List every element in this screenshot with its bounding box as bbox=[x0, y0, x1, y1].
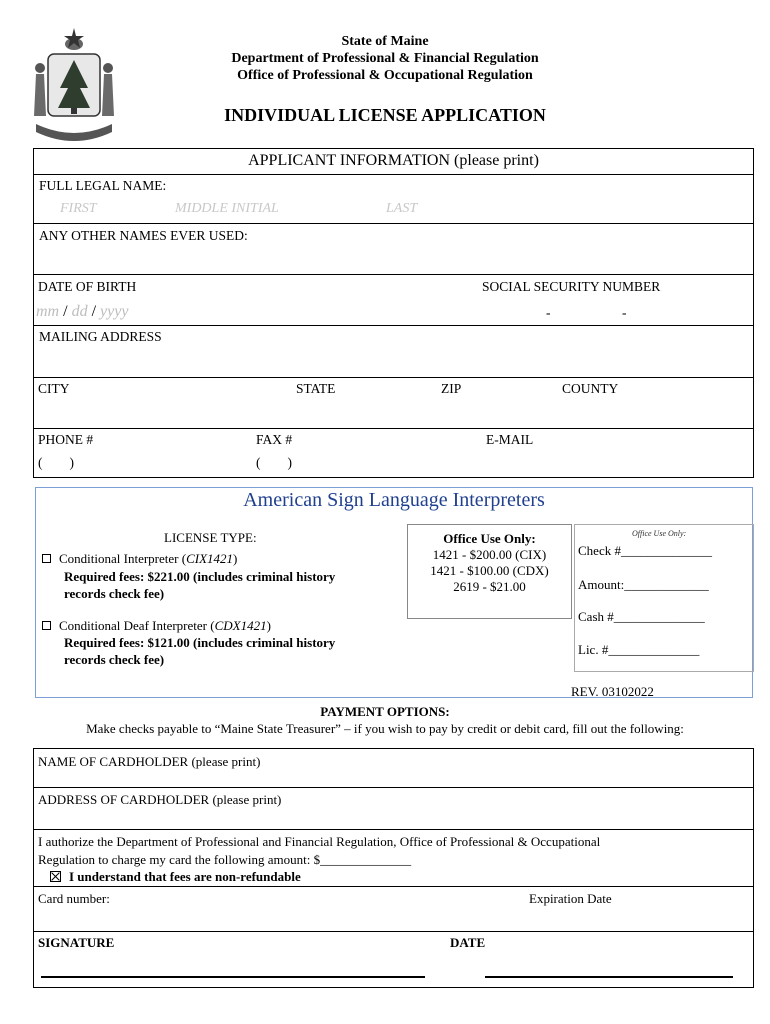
payment-title: PAYMENT OPTIONS: bbox=[320, 704, 450, 719]
option-cdx-code: CDX1421 bbox=[214, 618, 267, 633]
dob-field[interactable] bbox=[36, 303, 128, 321]
applicant-section-title: APPLICANT INFORMATION (please print) bbox=[248, 152, 539, 169]
email-label: E-MAIL bbox=[486, 432, 534, 447]
other-names-label: ANY OTHER NAMES EVER USED: bbox=[39, 228, 248, 243]
cdx-checkbox[interactable] bbox=[42, 621, 51, 630]
option-cdx-name: Conditional Deaf Interpreter ( bbox=[59, 618, 215, 633]
option-cdx-paren: ) bbox=[266, 618, 271, 633]
signature-line[interactable] bbox=[41, 976, 425, 978]
option-cix-code: CIX1421 bbox=[186, 551, 234, 566]
authorize-amount-field[interactable]: Regulation to charge my card the following amount: $______________ bbox=[38, 852, 412, 867]
fax-label: FAX # bbox=[256, 432, 293, 447]
ssn-separator: - bbox=[546, 305, 551, 320]
cardholder-name-label: NAME OF CARDHOLDER (please print) bbox=[38, 754, 261, 769]
county-label: COUNTY bbox=[562, 381, 619, 396]
license-type-label: LICENSE TYPE: bbox=[164, 530, 257, 545]
mailing-address-field[interactable] bbox=[40, 346, 740, 374]
nonrefundable-checkbox[interactable] bbox=[50, 871, 61, 882]
nonrefundable-row bbox=[50, 868, 301, 885]
dob-yyyy: yyyy bbox=[100, 303, 129, 320]
nonrefundable-text: I understand that fees are non-refundable bbox=[69, 869, 301, 884]
cardholder-name-field[interactable] bbox=[38, 770, 748, 786]
ssn-field[interactable] bbox=[470, 303, 670, 321]
form-title: INDIVIDUAL LICENSE APPLICATION bbox=[224, 105, 546, 125]
ssn-label: SOCIAL SECURITY NUMBER bbox=[482, 279, 661, 294]
zip-field[interactable] bbox=[441, 398, 551, 424]
license-number-field: Lic. #______________ bbox=[578, 642, 700, 657]
fax-field[interactable]: ( ) bbox=[256, 455, 292, 470]
date-label: DATE bbox=[450, 935, 486, 950]
date-line[interactable] bbox=[485, 976, 733, 978]
office-fee-cdx: 1421 - $100.00 (CDX) bbox=[430, 563, 549, 578]
asl-title: American Sign Language Interpreters bbox=[243, 489, 545, 511]
dob-label: DATE OF BIRTH bbox=[38, 279, 137, 294]
zip-label: ZIP bbox=[441, 381, 462, 396]
office-use-small-label: Office Use Only: bbox=[632, 529, 687, 538]
ssn-separator: - bbox=[622, 305, 627, 320]
office-use-title: Office Use Only: bbox=[443, 531, 536, 546]
card-number-label: Card number: bbox=[38, 891, 110, 906]
signature-label: SIGNATURE bbox=[38, 935, 115, 950]
office-fee-2619: 2619 - $21.00 bbox=[453, 579, 526, 594]
full-name-label: FULL LEGAL NAME: bbox=[39, 178, 167, 193]
option-cdx-fee: Required fees: $121.00 (includes criminal history bbox=[64, 635, 336, 650]
email-field[interactable] bbox=[486, 450, 746, 474]
mailing-address-label: MAILING ADDRESS bbox=[39, 329, 162, 344]
office-fee-cix: 1421 - $200.00 (CIX) bbox=[432, 547, 547, 562]
other-names-field[interactable] bbox=[40, 244, 740, 272]
phone-field[interactable]: ( ) bbox=[38, 455, 74, 470]
authorize-text-1: I authorize the Department of Professional and Financial Regulation, Office of Professional & Occupational bbox=[38, 834, 601, 849]
cardholder-address-field[interactable] bbox=[38, 808, 748, 826]
amount-field: Amount:_____________ bbox=[578, 577, 709, 592]
option-cdx-row bbox=[42, 617, 271, 634]
middle-initial-field[interactable]: MIDDLE INITIAL bbox=[175, 201, 279, 216]
card-number-field[interactable] bbox=[38, 907, 508, 927]
expiration-date-field[interactable] bbox=[529, 907, 739, 927]
dob-separator: / bbox=[91, 303, 97, 320]
header-department: Department of Professional & Financial Regulation bbox=[231, 51, 539, 66]
option-cdx-fee-cont: records check fee) bbox=[64, 652, 165, 667]
cash-number-field: Cash #______________ bbox=[578, 609, 705, 624]
option-cix-fee-cont: records check fee) bbox=[64, 586, 165, 601]
payment-instructions: Make checks payable to “Maine State Treasurer” – if you wish to pay by credit or debit card, fill out the following: bbox=[86, 721, 684, 736]
state-field[interactable] bbox=[296, 398, 426, 424]
header-office: Office of Professional & Occupational Regulation bbox=[237, 68, 533, 83]
state-label: STATE bbox=[296, 381, 336, 396]
city-label: CITY bbox=[38, 381, 70, 396]
check-number-field: Check #______________ bbox=[578, 543, 712, 558]
city-field[interactable] bbox=[38, 398, 278, 424]
option-cix-paren: ) bbox=[233, 551, 238, 566]
cardholder-address-label: ADDRESS OF CARDHOLDER (please print) bbox=[38, 792, 282, 807]
county-field[interactable] bbox=[562, 398, 742, 424]
last-name-field[interactable]: LAST bbox=[386, 201, 418, 216]
option-cix-name: Conditional Interpreter ( bbox=[59, 551, 187, 566]
option-cix-fee: Required fees: $221.00 (includes criminal history bbox=[64, 569, 336, 584]
revision-label: REV. 03102022 bbox=[571, 684, 654, 699]
dob-dd: dd bbox=[71, 303, 88, 320]
phone-label: PHONE # bbox=[38, 432, 94, 447]
first-name-field[interactable]: FIRST bbox=[60, 201, 97, 216]
cix-checkbox[interactable] bbox=[42, 554, 51, 563]
dob-separator: / bbox=[63, 303, 68, 320]
dob-mm: mm bbox=[36, 303, 60, 320]
header-state: State of Maine bbox=[341, 34, 429, 49]
expiration-date-label: Expiration Date bbox=[529, 891, 612, 906]
option-cix-row bbox=[42, 550, 237, 567]
